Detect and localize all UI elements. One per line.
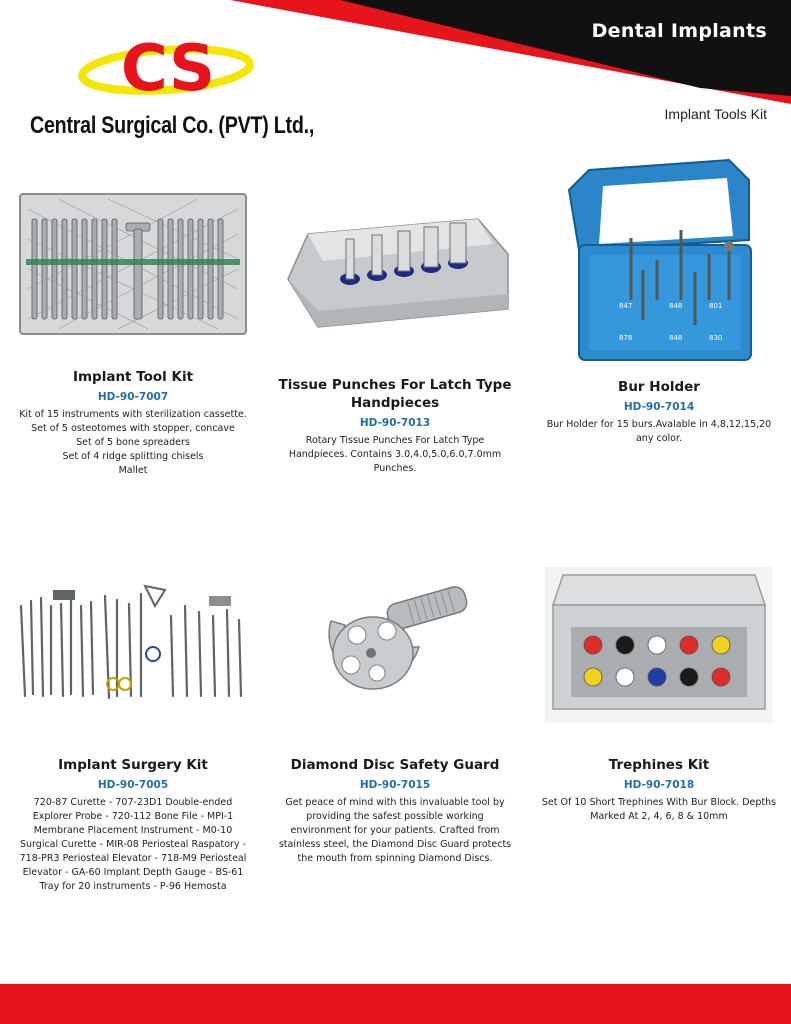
company-logo [78,26,258,110]
product-card [270,566,520,866]
product-code: HD-90-7014 [623,401,695,413]
product-name: Trephines Kit [608,757,710,773]
product-description: Get peace of mind with this invaluable tool by providing the safest possible working environment for your patients. Crafted from stainless steel, the Diamond Disc Guard protects the mouth from spinning Diamond Discs. [278,797,512,864]
implant-tool-kit-image [18,189,248,339]
product-card [534,560,784,824]
product-code: HD-90-7018 [623,779,695,791]
svg-text:848: 848 [669,334,683,342]
trephines-kit-image [543,565,775,725]
implant-surgery-kit-image [13,576,253,706]
page-title: Dental Implants [591,20,767,42]
product-name: Tissue Punches For Latch Type Handpieces [278,377,512,411]
company-name: Central Surgical Co. (PVT) Ltd., [30,112,315,139]
page-subtitle: Implant Tools Kit [664,106,767,122]
product-name: Diamond Disc Safety Guard [290,757,500,773]
product-name: Implant Tool Kit [72,369,194,385]
product-description: Kit of 15 instruments with sterilization cassette. Set of 5 osteotomes with stopper, concave Set of 5 bone spreaders Set of 4 ridge splitting chisels Mallet [19,409,247,476]
footer-bar [0,984,791,1024]
svg-text:830: 830 [709,334,723,342]
product-description: 720-87 Curette - 707-23D1 Double-ended Explorer Probe - 720-112 Bone File - MPI-1 Membrane Placement Instrument - M0-10 Surgical Curette - MIR-08 Periosteal Raspatory - 718-PR3 Periosteal Elevator - 718-M9 Periosteal Elevator - GA-60 Implant Depth Gauge - BS-61 Tray for 20 instruments - P-96 Hemosta [19,797,247,892]
svg-text:848: 848 [669,302,683,310]
product-name: Bur Holder [618,379,700,395]
product-name: Implant Surgery Kit [58,757,208,773]
product-card [8,566,258,894]
tissue-punches-image [278,199,513,329]
svg-text:801: 801 [709,302,723,310]
svg-text:878: 878 [619,334,633,342]
product-description: Rotary Tissue Punches For Latch Type Handpieces. Contains 3.0,4.0,5.0,6.0,7.0mm Punches. [288,435,502,474]
svg-text:847: 847 [619,302,633,310]
product-description: Bur Holder for 15 burs.Avalable in 4,8,12,15,20 any color. [546,419,772,444]
product-code: HD-90-7007 [97,391,169,403]
bur-holder-image [559,150,759,370]
product-card [270,176,520,476]
diamond-disc-guard-image [315,581,475,701]
product-code: HD-90-7013 [359,417,431,429]
product-code: HD-90-7015 [359,779,431,791]
product-card [8,176,258,478]
product-card [534,150,784,446]
product-description: Set Of 10 Short Trephines With Bur Block. Depths Marked At 2, 4, 6, 8 & 10mm [541,797,777,822]
product-code: HD-90-7005 [97,779,169,791]
logo-text: CS [120,32,216,106]
